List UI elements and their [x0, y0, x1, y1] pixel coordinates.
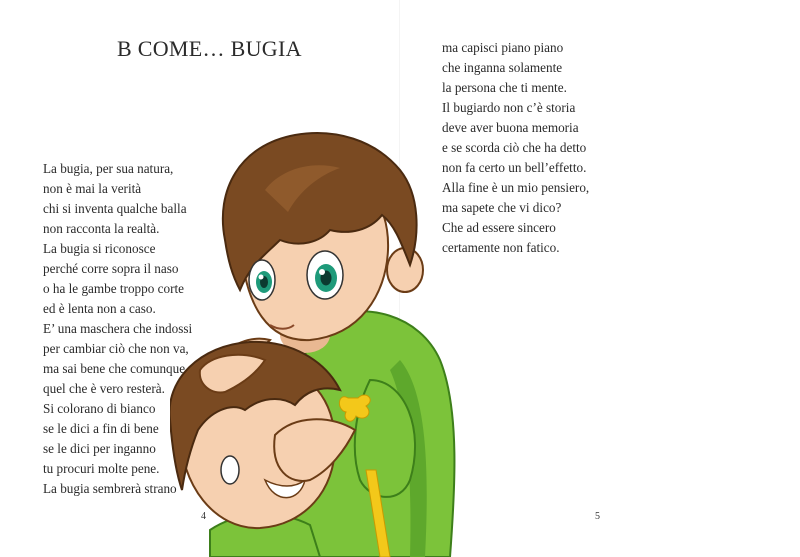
poem-line: Alla fine è un mio pensiero, — [442, 180, 590, 195]
right-page — [400, 0, 800, 557]
poem-line: ed è lenta non a caso. — [43, 301, 156, 316]
poem-line: la persona che ti mente. — [442, 80, 567, 95]
poem-line: che inganna solamente — [442, 60, 563, 75]
poem-line: E’ una maschera che indossi — [43, 321, 193, 336]
poem-line: Che ad essere sincero — [442, 220, 556, 235]
poem-line: e se scorda ciò che ha detto — [442, 140, 587, 155]
poem-line: La bugia sembrerà strano — [43, 481, 177, 496]
poem-line: quel che è vero resterà. — [43, 381, 165, 396]
poem-line: certamente non fatico. — [442, 240, 560, 255]
page-number-left: 4 — [201, 511, 206, 522]
poem-line: tu procuri molte pene. — [43, 461, 160, 476]
poem-line: ma sapete che vi dico? — [442, 200, 562, 215]
page-title: B COME… BUGIA — [117, 36, 302, 61]
poem-line: non racconta la realtà. — [43, 221, 160, 236]
poem-line: ma sai bene che comunque — [43, 361, 186, 376]
poem-line: se le dici a fin di bene — [43, 421, 159, 436]
poem-right-column — [442, 38, 589, 258]
poem-line: ma capisci piano piano — [442, 40, 564, 55]
children-illustration — [170, 130, 460, 557]
poem-line: chi si inventa qualche balla — [43, 201, 187, 216]
poem-line: La bugia si riconosce — [43, 241, 156, 256]
poem-line: non è mai la verità — [43, 181, 142, 196]
poem-line: Il bugiardo non c’è storia — [442, 100, 576, 115]
poem-line: Si colorano di bianco — [43, 401, 156, 416]
page-number-right: 5 — [595, 511, 600, 522]
poem-line: La bugia, per sua natura, — [43, 161, 174, 176]
poem-line: o ha le gambe troppo corte — [43, 281, 184, 296]
poem-line: deve aver buona memoria — [442, 120, 579, 135]
poem-line: se le dici per inganno — [43, 441, 156, 456]
poem-line: perché corre sopra il naso — [43, 261, 179, 276]
poem-line: per cambiar ciò che non va, — [43, 341, 189, 356]
poem-line: non fa certo un bell’effetto. — [442, 160, 587, 175]
